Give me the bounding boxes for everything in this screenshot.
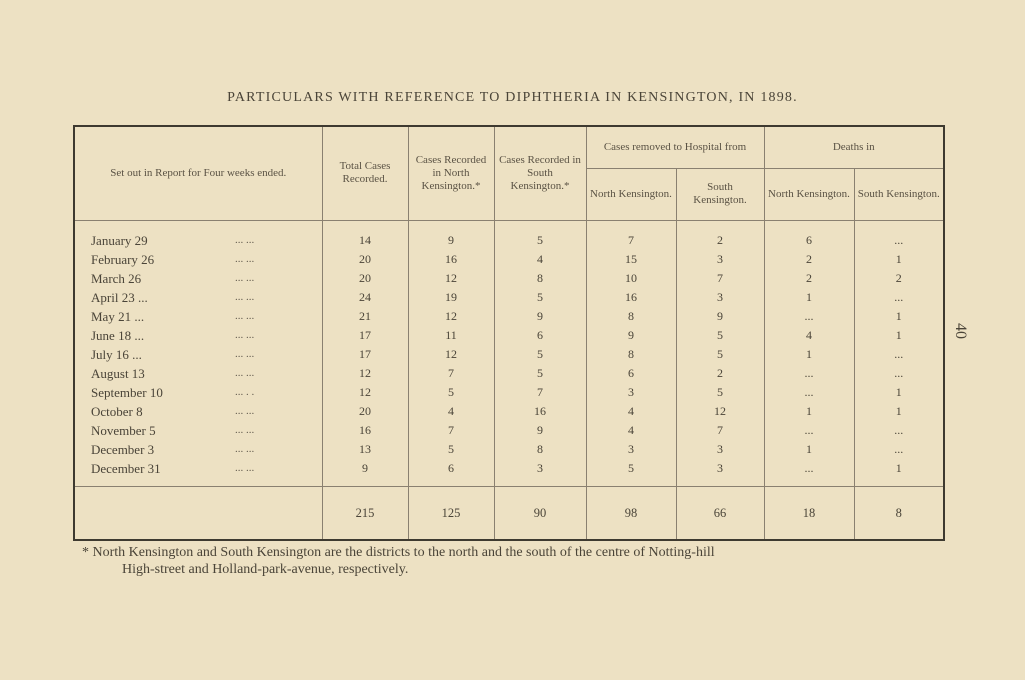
cell-srec: 9: [494, 421, 586, 440]
cell-nrem: 3: [586, 383, 676, 402]
header-removed-north: North Kensington.: [586, 168, 676, 220]
cell-sd: 1: [854, 307, 944, 326]
cell-total: 20: [322, 402, 408, 421]
cell-sd: ...: [854, 231, 944, 250]
cell-nd: ...: [764, 421, 854, 440]
totals-label: [74, 486, 322, 540]
cell-srem: 2: [676, 364, 764, 383]
table-row: [74, 421, 944, 440]
table-row: [74, 307, 944, 326]
period-date: February 26: [91, 251, 155, 267]
table-row: [74, 345, 944, 364]
totals-row: [74, 486, 944, 540]
cell-nd: 1: [764, 288, 854, 307]
diphtheria-table: [73, 125, 945, 541]
cell-total: 24: [322, 288, 408, 307]
leader-dots: ... ...: [235, 461, 255, 474]
table-body: [74, 220, 944, 540]
leader-dots: ... ...: [235, 442, 255, 455]
row-label: [74, 440, 322, 459]
cell-nd: 1: [764, 402, 854, 421]
leader-dots: ... ...: [235, 233, 255, 246]
cell-srec: 7: [494, 383, 586, 402]
cell-nrec: 6: [408, 459, 494, 478]
cell-nd: 2: [764, 269, 854, 288]
page-title: PARTICULARS WITH REFERENCE TO DIPHTHERIA IN KENSINGTON, IN 1898.: [227, 90, 798, 105]
leader-dots: ... ...: [235, 366, 255, 379]
cell-total: 20: [322, 269, 408, 288]
table-row: [74, 326, 944, 345]
leader-dots: ... . .: [235, 385, 255, 398]
cell-nrec: 4: [408, 402, 494, 421]
period-date: November 5: [91, 422, 156, 438]
cell-nrem: 9: [586, 326, 676, 345]
row-label: [74, 288, 322, 307]
cell-nd: ...: [764, 459, 854, 478]
period-date: April 23 ...: [91, 289, 148, 305]
period-date: September 10: [91, 384, 163, 400]
cell-sd: 2: [854, 269, 944, 288]
period-date: August 13: [91, 365, 145, 381]
leader-dots: ... ...: [235, 347, 255, 360]
total-srem: 66: [676, 486, 764, 540]
cell-sd: ...: [854, 421, 944, 440]
cell-srem: 5: [676, 326, 764, 345]
cell-total: 13: [322, 440, 408, 459]
period-date: June 18 ...: [91, 327, 145, 343]
cell-nrem: 3: [586, 440, 676, 459]
header-deaths-group: Deaths in: [764, 126, 944, 168]
total-nd: 18: [764, 486, 854, 540]
cell-nrec: 7: [408, 364, 494, 383]
header-north-recorded: Cases Recorded in North Kensington.*: [408, 126, 494, 220]
table-row: [74, 269, 944, 288]
footnote-line-2: High-street and Holland-park-avenue, respectively.: [122, 562, 409, 577]
total-nrec: 125: [408, 486, 494, 540]
header-south-recorded: Cases Recorded in South Kensington.*: [494, 126, 586, 220]
cell-sd: ...: [854, 345, 944, 364]
cell-srec: 6: [494, 326, 586, 345]
cell-nrem: 8: [586, 345, 676, 364]
cell-nd: ...: [764, 383, 854, 402]
cell-srec: 5: [494, 345, 586, 364]
period-date: March 26: [91, 270, 142, 286]
leader-dots: ... ...: [235, 328, 255, 341]
cell-nrec: 9: [408, 231, 494, 250]
table-row: [74, 288, 944, 307]
period-date: December 31: [91, 460, 161, 476]
cell-total: 17: [322, 345, 408, 364]
header-period: Set out in Report for Four weeks ended.: [74, 126, 322, 220]
cell-nd: ...: [764, 364, 854, 383]
table-row: [74, 440, 944, 459]
period-date: December 3: [91, 441, 155, 457]
cell-sd: 1: [854, 250, 944, 269]
cell-srem: 3: [676, 459, 764, 478]
row-label: [74, 231, 322, 250]
cell-nrec: 5: [408, 440, 494, 459]
cell-nd: 2: [764, 250, 854, 269]
cell-nrem: 8: [586, 307, 676, 326]
row-label: [74, 383, 322, 402]
header-removed-group: Cases removed to Hospital from: [586, 126, 764, 168]
table-row: [74, 383, 944, 402]
cell-srec: 16: [494, 402, 586, 421]
table-row: [74, 402, 944, 421]
period-date: May 21 ...: [91, 308, 145, 324]
cell-nrem: 5: [586, 459, 676, 478]
cell-srem: 3: [676, 288, 764, 307]
cell-nrem: 10: [586, 269, 676, 288]
leader-dots: ... ...: [235, 271, 255, 284]
leader-dots: ... ...: [235, 404, 255, 417]
cell-srem: 3: [676, 440, 764, 459]
cell-sd: 1: [854, 383, 944, 402]
cell-total: 17: [322, 326, 408, 345]
leader-dots: ... ...: [235, 309, 255, 322]
row-label: [74, 250, 322, 269]
cell-srem: 9: [676, 307, 764, 326]
cell-nrem: 7: [586, 231, 676, 250]
cell-nrem: 4: [586, 421, 676, 440]
cell-srec: 8: [494, 440, 586, 459]
cell-sd: 1: [854, 326, 944, 345]
cell-srem: 2: [676, 231, 764, 250]
total-total: 215: [322, 486, 408, 540]
cell-sd: ...: [854, 440, 944, 459]
cell-total: 14: [322, 231, 408, 250]
cell-srec: 4: [494, 250, 586, 269]
cell-nd: 4: [764, 326, 854, 345]
cell-nrec: 7: [408, 421, 494, 440]
cell-nrec: 11: [408, 326, 494, 345]
row-label: [74, 269, 322, 288]
leader-dots: ... ...: [235, 290, 255, 303]
leader-dots: ... ...: [235, 252, 255, 265]
cell-total: 20: [322, 250, 408, 269]
row-label: [74, 345, 322, 364]
cell-srem: 5: [676, 345, 764, 364]
cell-sd: 1: [854, 459, 944, 478]
cell-nrem: 15: [586, 250, 676, 269]
footnote: [82, 544, 715, 578]
period-date: January 29: [91, 232, 148, 248]
row-label: [74, 364, 322, 383]
cell-srem: 7: [676, 421, 764, 440]
header-removed-south: South Kensington.: [676, 168, 764, 220]
cell-nd: 1: [764, 345, 854, 364]
cell-sd: ...: [854, 364, 944, 383]
row-label: [74, 459, 322, 478]
cell-total: 16: [322, 421, 408, 440]
page-number: 40: [952, 323, 969, 339]
cell-srem: 7: [676, 269, 764, 288]
total-srec: 90: [494, 486, 586, 540]
header-total: Total Cases Recorded.: [322, 126, 408, 220]
cell-nrem: 16: [586, 288, 676, 307]
cell-nrec: 12: [408, 307, 494, 326]
row-label: [74, 421, 322, 440]
total-nrem: 98: [586, 486, 676, 540]
row-label: [74, 326, 322, 345]
cell-total: 9: [322, 459, 408, 478]
cell-srec: 5: [494, 231, 586, 250]
cell-total: 12: [322, 364, 408, 383]
cell-nrec: 19: [408, 288, 494, 307]
cell-srec: 8: [494, 269, 586, 288]
cell-srem: 12: [676, 402, 764, 421]
cell-nrec: 12: [408, 345, 494, 364]
period-date: July 16 ...: [91, 346, 142, 362]
cell-nd: 1: [764, 440, 854, 459]
footnote-line-1: * North Kensington and South Kensington are the districts to the north and the south of the centre of Notting-hill: [82, 545, 715, 560]
row-label: [74, 307, 322, 326]
header-deaths-north: North Kensington.: [764, 168, 854, 220]
cell-srec: 5: [494, 364, 586, 383]
table-row: [74, 364, 944, 383]
cell-nrem: 4: [586, 402, 676, 421]
row-label: [74, 402, 322, 421]
cell-srem: 5: [676, 383, 764, 402]
cell-srec: 3: [494, 459, 586, 478]
leader-dots: ... ...: [235, 423, 255, 436]
cell-nrec: 12: [408, 269, 494, 288]
cell-nrec: 16: [408, 250, 494, 269]
header-deaths-south: South Kensington.: [854, 168, 944, 220]
table-row: [74, 231, 944, 250]
cell-srem: 3: [676, 250, 764, 269]
cell-total: 12: [322, 383, 408, 402]
cell-nd: ...: [764, 307, 854, 326]
total-sd: 8: [854, 486, 944, 540]
cell-sd: 1: [854, 402, 944, 421]
cell-srec: 9: [494, 307, 586, 326]
table-row: [74, 250, 944, 269]
cell-total: 21: [322, 307, 408, 326]
cell-nd: 6: [764, 231, 854, 250]
table-row: [74, 459, 944, 478]
period-date: October 8: [91, 403, 143, 419]
cell-nrem: 6: [586, 364, 676, 383]
cell-nrec: 5: [408, 383, 494, 402]
cell-sd: ...: [854, 288, 944, 307]
cell-srec: 5: [494, 288, 586, 307]
